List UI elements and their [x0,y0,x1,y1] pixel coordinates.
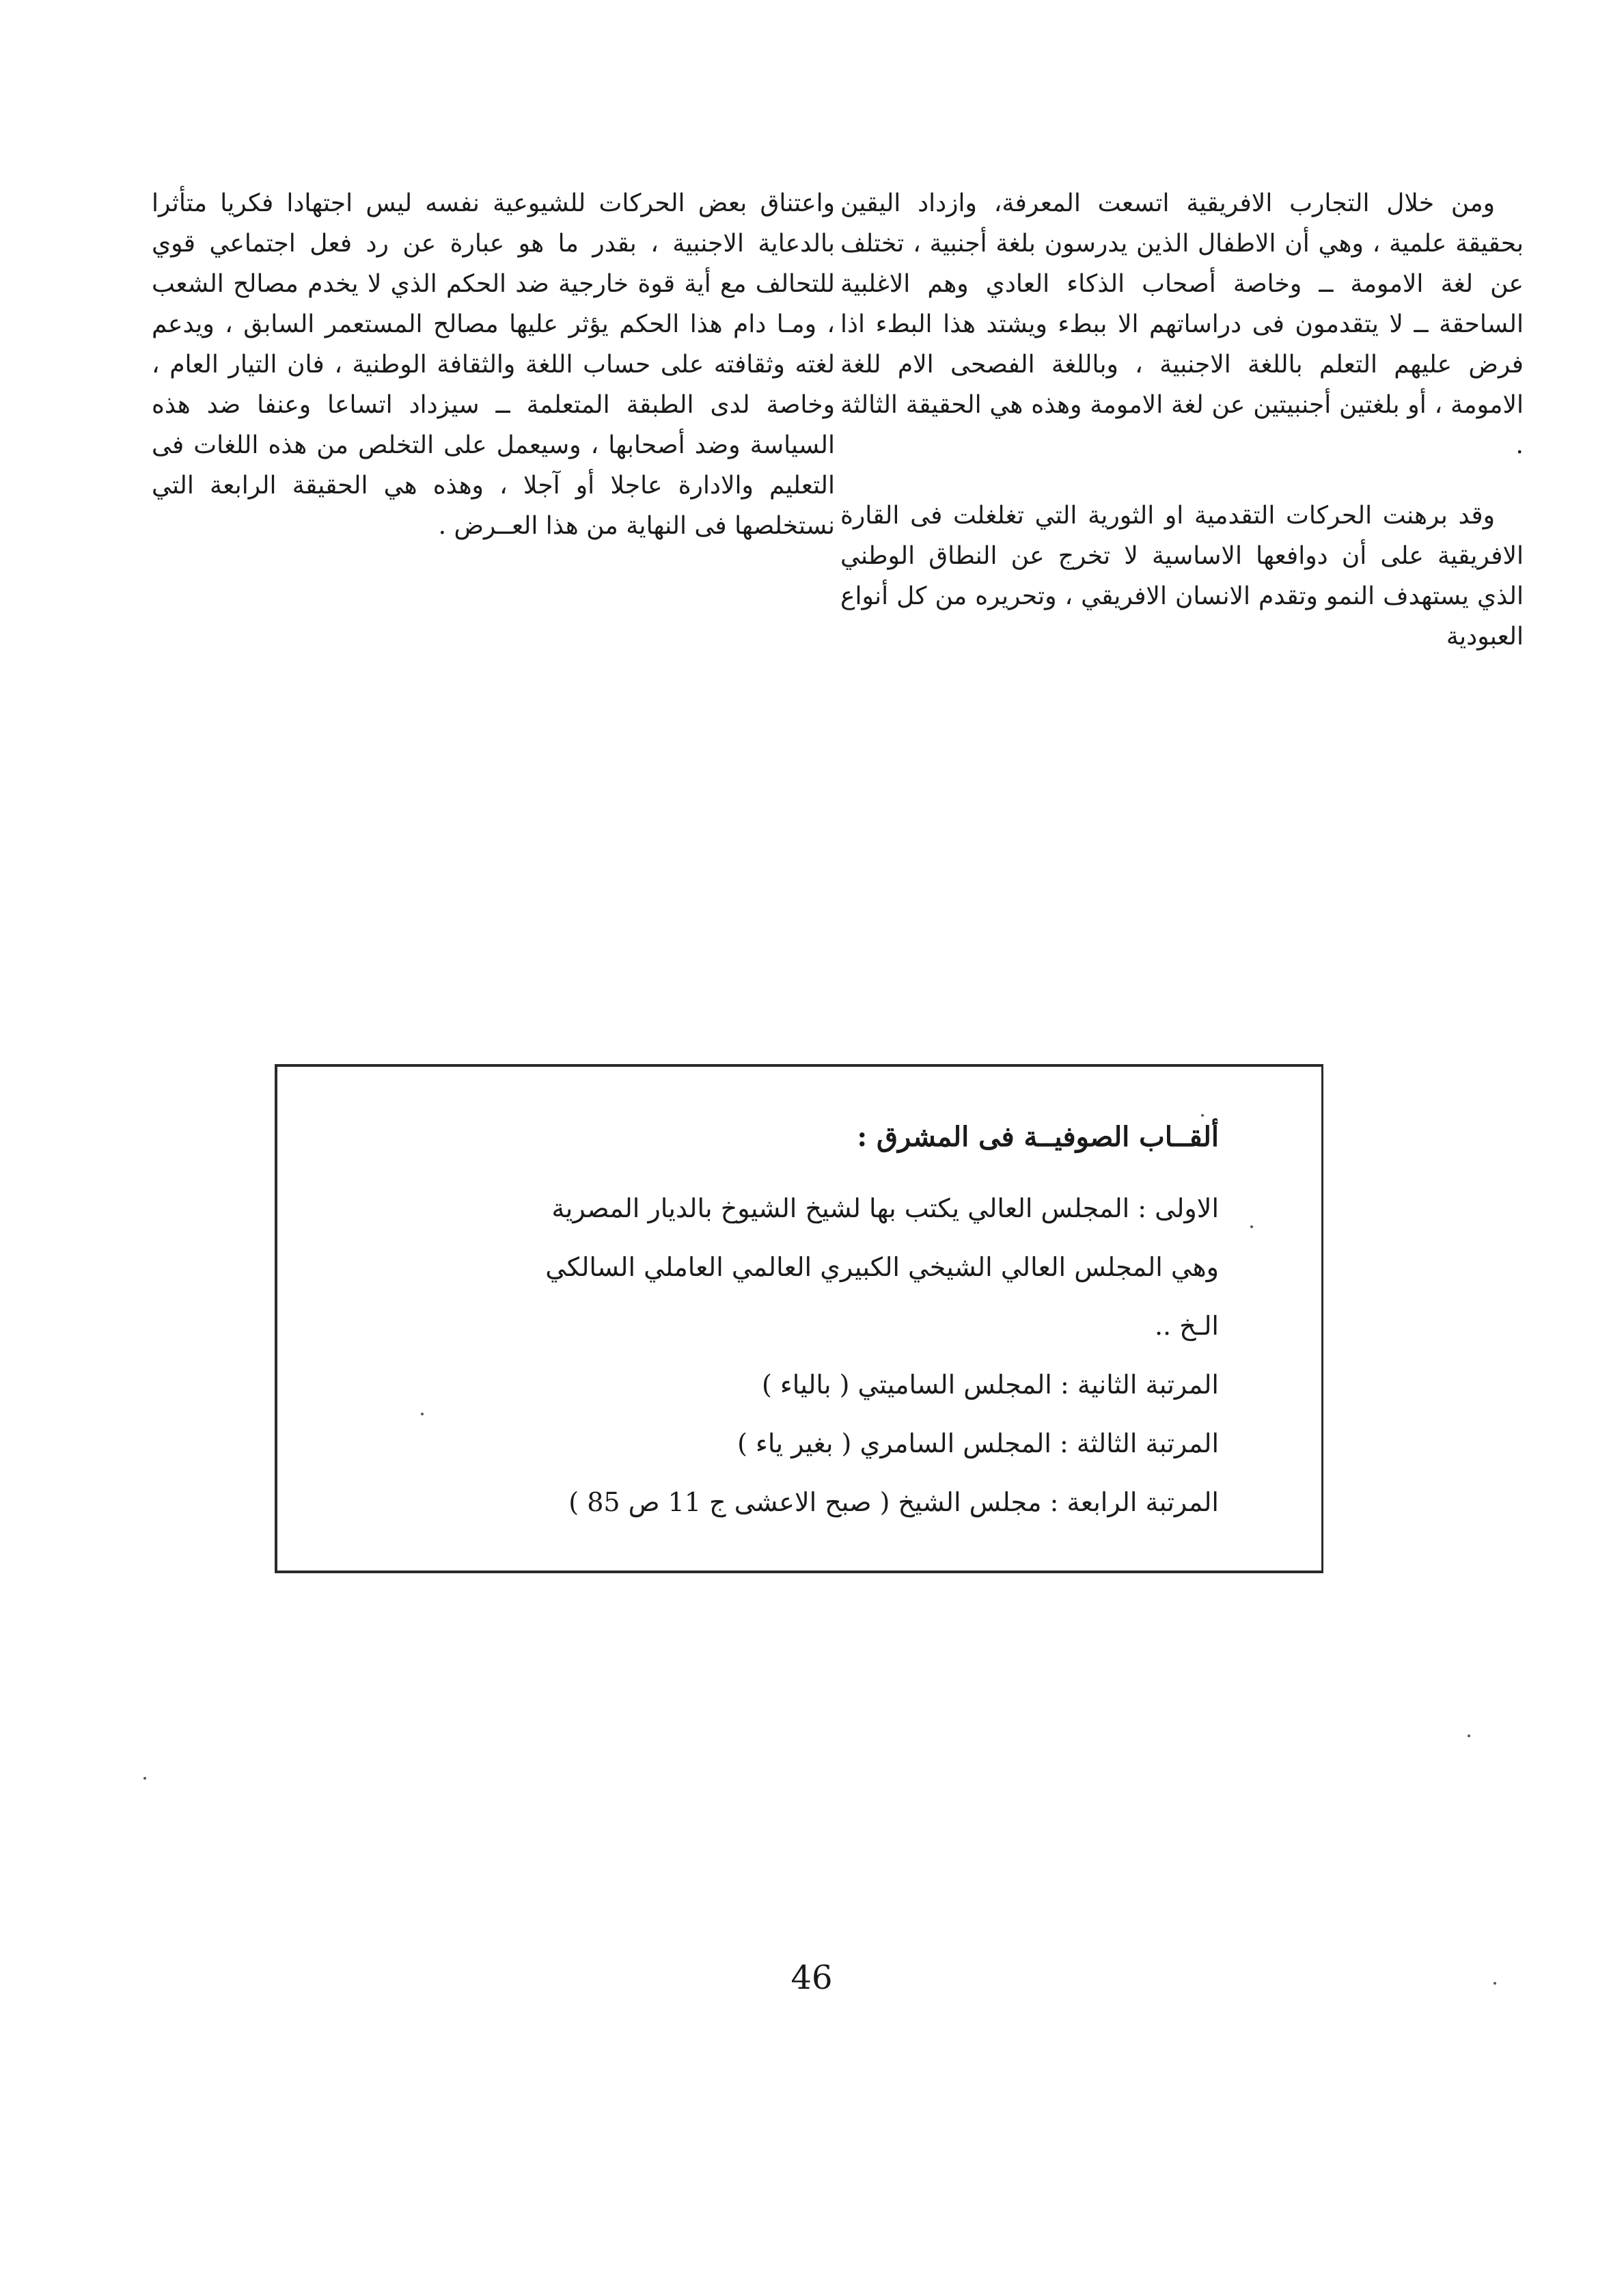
scan-speck [1494,1982,1496,1985]
page-number: 46 [790,1959,833,1997]
box-line-3: الـخ .. [1154,1311,1219,1341]
scan-speck [421,1413,424,1415]
box-line-6: المرتبة الرابعة : مجلس الشيخ ( صبح الاعشى ج 11 ص 85 ) [568,1487,1219,1517]
box-line-1: الاولى : المجلس العالي يكتب بها لشيخ الشيوخ بالديار المصرية [551,1193,1219,1223]
sufi-titles-content [372,1108,1219,1532]
scan-speck [1468,1735,1470,1737]
right-paragraph-2: وقد برهنت الحركات التقدمية او الثورية التي تغلغلت فى القارة الافريقية على أن دوافعها الاساسية لا تخرج عن النطاق الوطني الذي يستهدف النمو وتقدم الانسان الافريقي ، وتحريره من كل أنواع العبودية [840,502,1524,651]
box-line-4: المرتبة الثانية : المجلس السامیتي ( بالياء ) [762,1370,1219,1400]
left-text-column [152,183,835,546]
box-line-2: وهي المجلس العالي الشيخي الكبيري العالمي العاملي السالكي [545,1252,1219,1282]
sufi-titles-box [275,1064,1323,1573]
scan-speck [143,1777,146,1780]
box-title: ألقــاب الصوفيــة فى المشرق : [857,1121,1219,1153]
left-paragraph-1: واعتناق بعض الحركات للشيوعية نفسه ليس اجتهادا فكريا متأثرا بالدعاية الاجنبية ، بقدر ما هو عبارة عن رد فعل اجتماعي قوي للتحالف مع أية قوة خارجية ضد الحكم الذي لا يخدم مصالح الشعب ، ومـا دام هذا الحكم يؤثر عليها مصالح المستعمر السابق ، ويدعم لغته وثقافته على حساب اللغة والثقافة الوطنية ، فان التيار العام ، وخاصة لدى الطبقة المتعلمة ــ سيزداد اتساعا وعنفا ضد هذه السياسة وضد أصحابها ، وسيعمل على التخلص من هذه اللغات فى التعليم والادارة عاجلا أو آجلا ، وهذه هي الحقيقة الرابعة التي نستخلصها فى النهاية من هذا العــرض . [152,189,835,540]
scan-speck [1201,1114,1204,1117]
scan-speck [1250,1225,1253,1228]
box-line-5: المرتبة الثالثة : المجلس السامري ( بغير ياء ) [737,1428,1219,1458]
right-text-column [840,183,1524,657]
right-paragraph-1: ومن خلال التجارب الافريقية اتسعت المعرفة، وازداد اليقين بحقيقة علمية ، وهي أن الاطفال الذين يدرسون بلغة أجنبية ، تختلف عن لغة الامومة ــ وخاصة أصحاب الذكاء العادي وهم الاغلبية الساحقة ــ لا يتقدمون فى دراساتهم الا ببطء ويشتد هذا البطء اذا فرض عليهم التعلم باللغة الاجنبية ، وباللغة الفصحى الام للغة الامومة ، أو بلغتين أجنبيتين عن لغة الامومة وهذه هي الحقيقة الثالثة . [840,189,1524,459]
